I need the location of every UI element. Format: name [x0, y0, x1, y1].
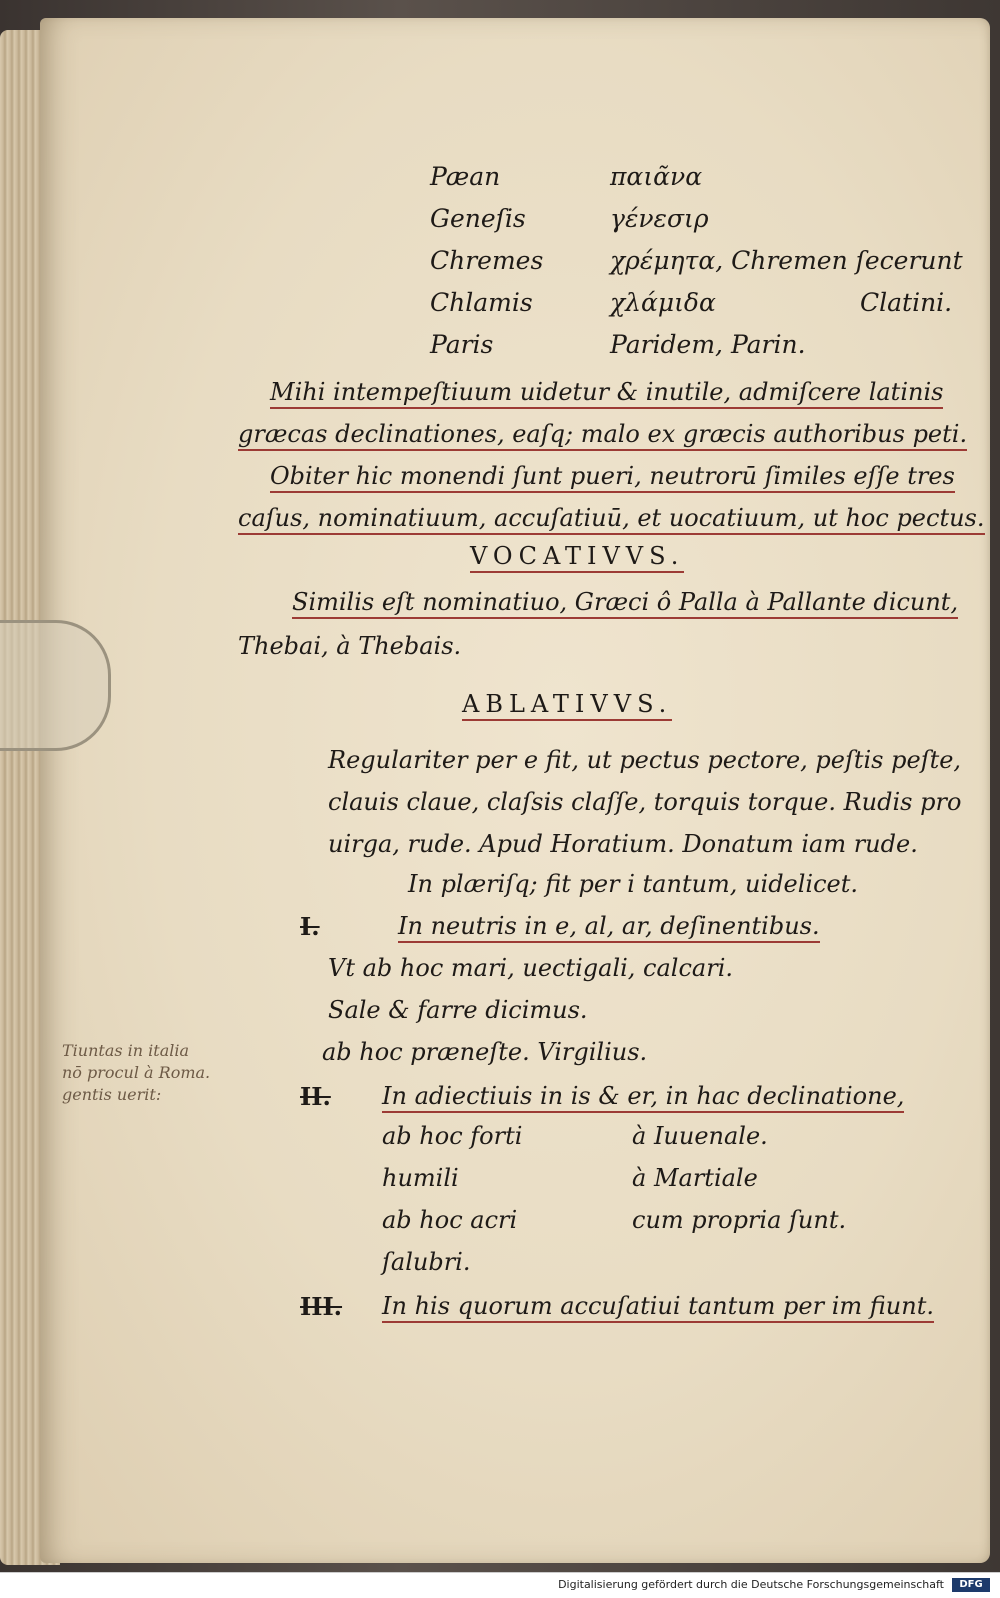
paragraph-1-line-1: Mihi intempeſtiuum uidetur & inutile, admiſcere latinis [270, 378, 943, 409]
footer-credit: Digitalisierung gefördert durch die Deutsche Forschungsgemeinschaft [558, 1578, 944, 1591]
table-note-4: Clatini. [860, 288, 953, 317]
table-latin-2: Geneſis [430, 204, 526, 233]
table-greek-2: γένεσιρ [610, 204, 709, 233]
rule-2-numeral: II. [300, 1082, 331, 1111]
book-clasp [0, 620, 111, 751]
heading-vocativus: VOCATIVVS. [470, 542, 684, 573]
table-latin-4: Chlamis [430, 288, 533, 317]
rule-1-numeral: I. [300, 912, 320, 941]
rule-2-example-right-1: à Iuuenale. [632, 1122, 768, 1150]
margin-note-line-3: gentis uerit: [62, 1085, 162, 1104]
ablativus-line-1: Regulariter per e fit, ut pectus pectore, peſtis peſte, [328, 746, 962, 774]
table-greek-4: χλάμιδα [610, 288, 716, 317]
ablativus-line-4: In plæriſq; fit per i tantum, uidelicet. [408, 870, 859, 898]
rule-1-example-2: Sale & farre dicimus. [328, 996, 588, 1024]
rule-2-example-left-3: ab hoc acri [382, 1206, 518, 1234]
paragraph-2-line-1: Obiter hic monendi ſunt pueri, neutrorū ſimiles eſſe tres [270, 462, 955, 493]
rule-2-example-left-1: ab hoc forti [382, 1122, 523, 1150]
vocativus-line-1: Similis eſt nominatiuo, Græci ô Palla à Pallante dicunt, [292, 588, 958, 619]
table-greek-3: χρέμητα, Chremen ſecerunt [610, 246, 963, 275]
rule-1-text: In neutris in e, al, ar, deſinentibus. [398, 912, 820, 943]
ablativus-line-3: uirga, rude. Apud Horatium. Donatum iam rude. [328, 830, 918, 858]
ablativus-line-2: clauis claue, claſsis claſſe, torquis torque. Rudis pro [328, 788, 962, 816]
footer-bar [0, 1572, 1000, 1598]
rule-3-numeral: III. [300, 1292, 343, 1321]
table-latin-3: Chremes [430, 246, 544, 275]
margin-note-line-1: Tiuntas in italia [62, 1041, 190, 1060]
table-latin-5: Paris [430, 330, 494, 359]
paragraph-2-line-2: caſus, nominatiuum, accuſatiuū, et uocatiuum, ut hoc pectus. [238, 504, 985, 535]
rule-2-example-right-2: à Martiale [632, 1164, 758, 1192]
rule-2-example-right-3: cum propria ſunt. [632, 1206, 847, 1234]
rule-2-text: In adiectiuis in is & er, in hac declinatione, [382, 1082, 904, 1113]
rule-3-text: In his quorum accuſatiui tantum per im fiunt. [382, 1292, 934, 1323]
paragraph-1-line-2: græcas declinationes, eaſq; malo ex græcis authoribus peti. [238, 420, 967, 451]
table-greek-1: παιᾶνα [610, 162, 703, 191]
rule-2-example-left-4: ſalubri. [382, 1248, 471, 1276]
rule-1-example-1: Vt ab hoc mari, uectigali, calcari. [328, 954, 734, 982]
table-latin-1: Pæan [430, 162, 501, 191]
rule-2-example-left-2: humili [382, 1164, 459, 1192]
rule-1-example-3: ab hoc præneſte. Virgilius. [322, 1038, 648, 1066]
heading-ablativus: ABLATIVVS. [462, 690, 672, 721]
table-greek-5: Paridem, Parin. [610, 330, 806, 359]
margin-note-line-2: nō procul à Roma. [62, 1063, 211, 1082]
vocativus-line-2: Thebai, à Thebais. [238, 632, 462, 660]
dfg-logo: DFG [952, 1578, 990, 1592]
